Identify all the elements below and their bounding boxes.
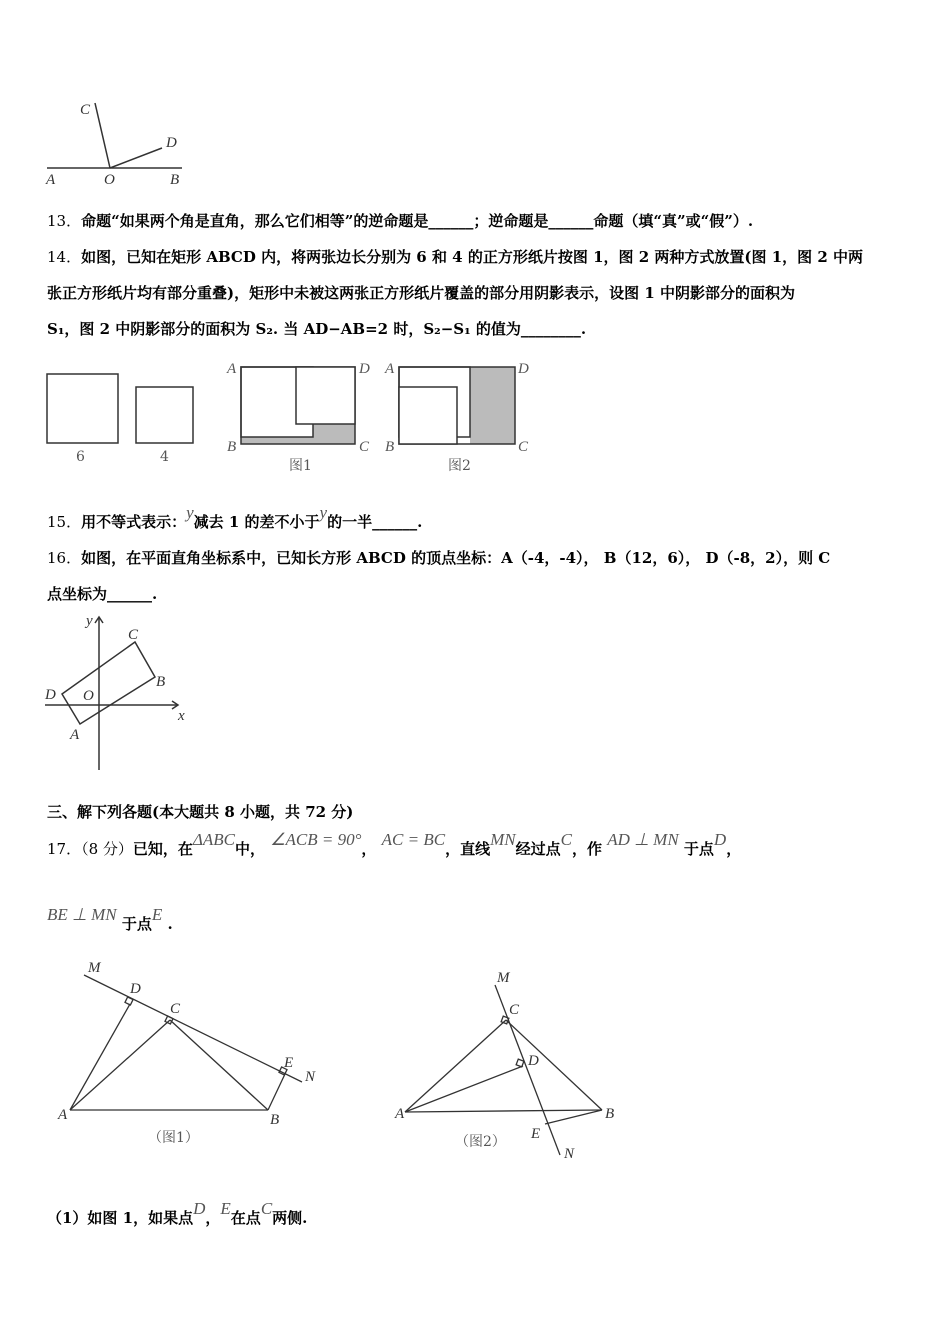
score: （8 分） bbox=[81, 840, 133, 858]
label-E: E bbox=[531, 1126, 541, 1142]
label-B: B bbox=[170, 172, 180, 188]
math: AD ⊥ MN bbox=[607, 830, 679, 849]
question-17-line-2 bbox=[47, 905, 173, 934]
label-D: D bbox=[518, 361, 529, 377]
math: AC = BC bbox=[381, 830, 446, 849]
question-14-line-1 bbox=[47, 246, 863, 267]
math-y: y bbox=[186, 503, 194, 522]
question-number: 17． bbox=[47, 840, 82, 858]
label-C: C bbox=[80, 102, 91, 118]
label-C: C bbox=[518, 439, 529, 455]
label-D: D bbox=[359, 361, 370, 377]
math: BE ⊥ MN bbox=[47, 905, 117, 924]
math-y: y bbox=[319, 503, 328, 522]
math: E bbox=[151, 905, 163, 924]
label-E: E bbox=[284, 1055, 294, 1071]
text: 经过点 bbox=[515, 840, 561, 858]
text: 于点 bbox=[683, 840, 714, 858]
question-15 bbox=[47, 503, 423, 532]
label-A: A bbox=[395, 1106, 405, 1122]
math: C bbox=[560, 830, 572, 849]
text: 在点 bbox=[230, 1209, 261, 1227]
figure-2-rectangle bbox=[384, 361, 529, 474]
figure-1-caption: （图1） bbox=[148, 1130, 199, 1146]
label-D: D bbox=[166, 135, 177, 151]
label-B: B bbox=[270, 1112, 280, 1128]
label-C: C bbox=[128, 627, 139, 643]
figure-2-caption: （图2） bbox=[455, 1134, 506, 1150]
label-A: A bbox=[385, 361, 395, 377]
question-text: 如图，在平面直角坐标系中，已知长方形 ABCD 的顶点坐标：A（-4，-4）， B（12，6）， D（-8，2），则 C bbox=[81, 549, 831, 567]
question-number: 13． bbox=[47, 212, 82, 230]
question-text: 如图，已知在矩形 ABCD 内，将两张边长分别为 6 和 4 的正方形纸片按图 1，图 2 两种方式放置(图 1，图 2 中两 bbox=[81, 248, 864, 266]
text: ，直线 bbox=[445, 840, 491, 858]
question-13 bbox=[47, 210, 753, 231]
text: （1）如图 1，如果点 bbox=[47, 1209, 194, 1227]
side-4-label: 4 bbox=[160, 449, 169, 465]
label-O: O bbox=[104, 172, 115, 188]
text: 减去 1 的差不小于 bbox=[193, 513, 320, 531]
figure-2-caption: 图2 bbox=[448, 458, 471, 474]
text: 用不等式表示： bbox=[81, 513, 187, 531]
label-C: C bbox=[359, 439, 370, 455]
q17-figure-1 bbox=[57, 960, 316, 1146]
text: 已知，在 bbox=[132, 840, 193, 858]
section-heading: 三、解下列各题(本大题共 8 小题，共 72 分) bbox=[47, 803, 354, 821]
angle-figure bbox=[45, 102, 182, 188]
question-number: 14． bbox=[47, 248, 82, 266]
question-17-line-1 bbox=[47, 830, 742, 859]
label-D: D bbox=[130, 981, 141, 997]
figure-1-caption: 图1 bbox=[289, 458, 312, 474]
math: MN bbox=[490, 830, 516, 849]
math: D bbox=[713, 830, 727, 849]
side-6-label: 6 bbox=[76, 449, 85, 465]
label-M: M bbox=[88, 960, 101, 976]
math: ΔABC bbox=[192, 830, 236, 849]
label-A: A bbox=[46, 172, 56, 188]
label-B: B bbox=[227, 439, 237, 455]
label-M: M bbox=[497, 970, 510, 986]
text: 两侧. bbox=[272, 1209, 308, 1227]
question-text: 命题“如果两个角是直角，那么它们相等”的逆命题是______；逆命题是______命题（填“真”或“假”）. bbox=[81, 212, 754, 230]
question-17-part-1 bbox=[47, 1199, 308, 1228]
label-B: B bbox=[605, 1106, 615, 1122]
label-A: A bbox=[70, 727, 80, 743]
label-C: C bbox=[509, 1002, 520, 1018]
question-number: 15． bbox=[47, 513, 82, 531]
squares-figure bbox=[47, 374, 193, 465]
label-D: D bbox=[45, 687, 56, 703]
text: 于点 bbox=[121, 915, 152, 933]
question-number: 16． bbox=[47, 549, 82, 567]
math: D bbox=[193, 1199, 206, 1218]
text: ， bbox=[361, 840, 377, 858]
math: ∠ACB = 90° bbox=[270, 830, 362, 849]
label-N: N bbox=[305, 1069, 316, 1085]
text: ，作 bbox=[571, 840, 602, 858]
question-14-line-2: 张正方形纸片均有部分重叠)，矩形中未被这两张正方形纸片覆盖的部分用阴影表示，设图 1 中阴影部分的面积为 bbox=[47, 284, 795, 302]
q17-figure-2 bbox=[394, 970, 614, 1162]
label-B: B bbox=[156, 674, 166, 690]
math: C bbox=[260, 1199, 273, 1218]
text: ， bbox=[726, 840, 742, 858]
label-B: B bbox=[385, 439, 395, 455]
y-axis-label: y bbox=[86, 613, 93, 629]
label-C: C bbox=[170, 1001, 181, 1017]
text: 的一半______. bbox=[327, 513, 423, 531]
origin-label: O bbox=[83, 688, 94, 704]
text: . bbox=[167, 915, 173, 933]
label-A: A bbox=[227, 361, 237, 377]
label-N: N bbox=[564, 1146, 575, 1162]
label-D: D bbox=[528, 1053, 539, 1069]
question-14-line-3: S₁，图 2 中阴影部分的面积为 S₂. 当 AD−AB=2 时，S₂−S₁ 的值为________. bbox=[47, 320, 587, 338]
question-16-line-1 bbox=[47, 547, 830, 568]
x-axis-label: x bbox=[178, 708, 185, 724]
text: ， bbox=[205, 1209, 221, 1227]
text: 中， bbox=[235, 840, 266, 858]
math: E bbox=[220, 1199, 231, 1218]
label-A: A bbox=[58, 1107, 68, 1123]
coordinate-figure bbox=[44, 613, 185, 770]
question-16-line-2: 点坐标为______. bbox=[47, 585, 158, 603]
figure-1-rectangle bbox=[226, 361, 370, 474]
